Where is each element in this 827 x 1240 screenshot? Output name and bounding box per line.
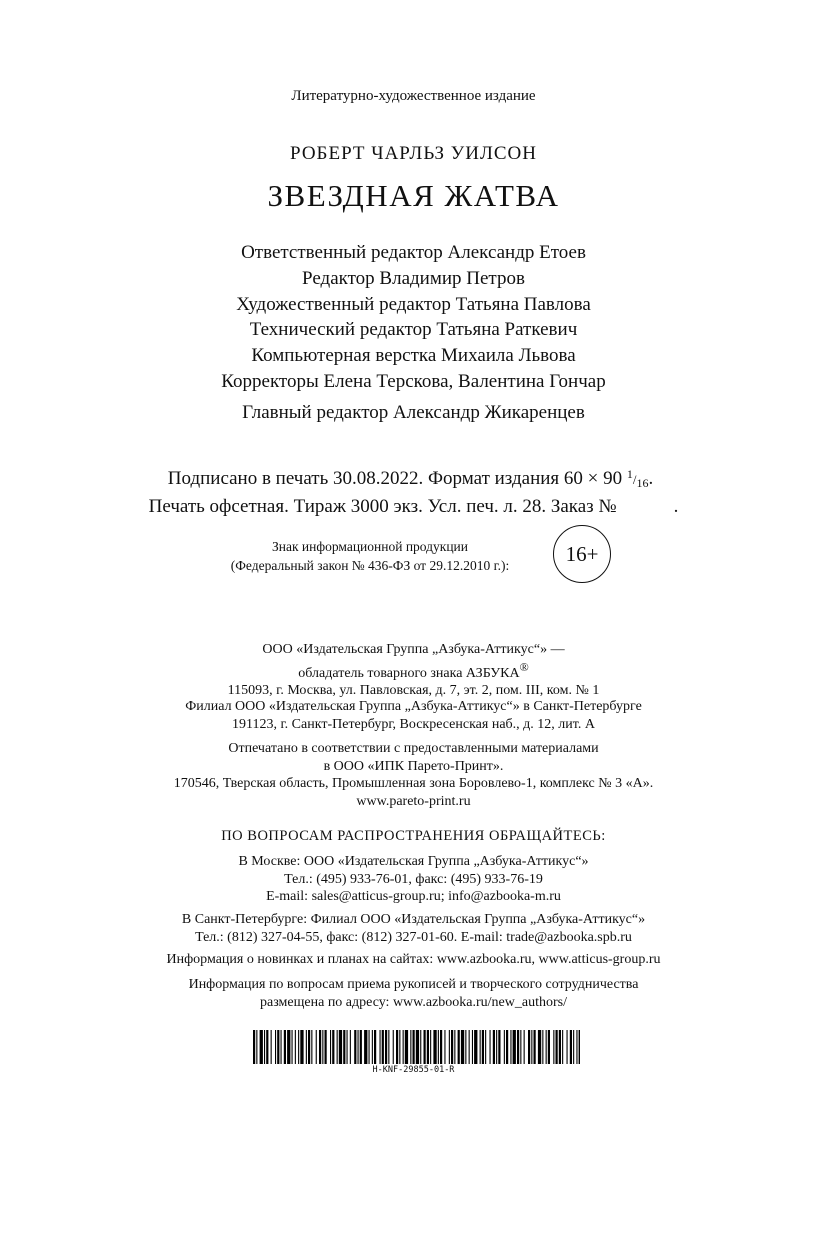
barcode-bar: [567, 1030, 568, 1064]
barcode-bar: [292, 1030, 293, 1064]
barcode-bar: [410, 1030, 411, 1064]
barcode-label: H-KNF-29855-01-R: [372, 1065, 455, 1075]
barcode-bar: [576, 1030, 577, 1064]
barcode-bar: [271, 1030, 272, 1064]
barcode-bar: [469, 1030, 470, 1064]
barcode-bar: [440, 1030, 442, 1064]
distribution-heading: ПО ВОПРОСАМ РАСПРОСТРАНЕНИЯ ОБРАЩАЙТЕСЬ:: [221, 828, 606, 844]
barcode-bar: [369, 1030, 370, 1064]
barcode-bar: [430, 1030, 431, 1064]
age-mark-line2: (Федеральный закон № 436-ФЗ от 29.12.2010 г.):: [230, 558, 510, 573]
barcode-bar: [388, 1030, 389, 1064]
barcode-bar: [347, 1030, 348, 1064]
printer-address: 170546, Тверская область, Промышленная зона Боровлево-1, комплекс № 3 «А».: [173, 776, 654, 792]
barcode-bar: [449, 1030, 450, 1064]
barcode-bar: [330, 1030, 331, 1064]
moscow-emails: E-mail: sales@atticus-group.ru; info@azbooka-m.ru: [266, 889, 561, 905]
barcode-bar: [277, 1030, 279, 1064]
barcode-bar: [506, 1030, 508, 1064]
barcode-bar: [266, 1030, 268, 1064]
barcode-bar: [504, 1030, 505, 1064]
barcode-bar: [343, 1030, 345, 1064]
barcode-bar: [256, 1030, 257, 1064]
moscow-line1: В Москве: ООО «Издательская Группа „Азбука-Аттикус“»: [238, 854, 589, 869]
manuscripts-info: [0, 976, 827, 1011]
barcode-bar: [300, 1030, 303, 1064]
barcode-bar: [319, 1030, 321, 1064]
registered-mark: ®: [519, 659, 529, 674]
credit-line: Художественный редактор Татьяна Павлова: [236, 293, 591, 315]
printer-website: www.pareto-print.ru: [356, 793, 471, 809]
barcode-bar: [553, 1030, 554, 1064]
barcode-image: [253, 1030, 580, 1064]
printer-line2: в ООО «ИПК Парето-Принт».: [323, 758, 504, 774]
barcode-bar: [399, 1030, 400, 1064]
barcode-bar: [350, 1030, 351, 1064]
barcode-bar: [562, 1030, 563, 1064]
barcode-bar: [454, 1030, 455, 1064]
print-line1-end: .: [648, 468, 654, 489]
edition-type: Литературно-художественное издание: [291, 88, 536, 104]
barcode-bar: [364, 1030, 367, 1064]
barcode-bar: [465, 1030, 466, 1064]
barcode-bar: [496, 1030, 497, 1064]
barcode-bar: [374, 1030, 376, 1064]
barcode-bar: [396, 1030, 398, 1064]
barcode-bar: [420, 1030, 421, 1064]
barcode-bar: [517, 1030, 519, 1064]
print-info-line1: [0, 462, 824, 495]
barcode-bar: [322, 1030, 323, 1064]
barcode-bar: [548, 1030, 550, 1064]
age-mark-text: [200, 537, 540, 575]
credit-line: Корректоры Елена Терскова, Валентина Гончар: [221, 370, 606, 392]
barcode-bar: [480, 1030, 481, 1064]
publisher-line2: [0, 659, 827, 683]
barcode-bar: [438, 1030, 439, 1064]
printer-line1: Отпечатано в соответствии с предоставленными материалами: [228, 741, 599, 756]
barcode-bar: [490, 1030, 491, 1064]
barcode-bar: [542, 1030, 543, 1064]
barcode-bar: [253, 1030, 255, 1064]
credit-line: Компьютерная верстка Михаила Львова: [251, 345, 576, 367]
moscow-contacts: [0, 853, 827, 906]
barcode-bar: [275, 1030, 276, 1064]
barcode-bar: [306, 1030, 307, 1064]
barcode-bar: [498, 1030, 500, 1064]
filial-address: 191123, г. Санкт-Петербург, Воскресенская наб., д. 12, лит. А: [232, 716, 595, 732]
credit-line: Технический редактор Татьяна Раткевич: [249, 319, 578, 341]
barcode-bar: [339, 1030, 342, 1064]
barcode-bar: [405, 1030, 408, 1064]
print-format-text: Подписано в печать 30.08.2022. Формат издания 60 × 90: [167, 468, 623, 489]
barcode-bar: [337, 1030, 338, 1064]
print-info-line2: Печать офсетная. Тираж 3000 экз. Усл. печ. л. 28. Заказ № .: [148, 496, 679, 517]
barcode-bar: [573, 1030, 574, 1064]
barcode-bar: [510, 1030, 511, 1064]
barcode-bar: [287, 1030, 290, 1064]
barcode-bar: [461, 1030, 464, 1064]
barcode-bar: [332, 1030, 334, 1064]
barcode-bar: [444, 1030, 445, 1064]
barcode-bar: [325, 1030, 327, 1064]
barcode-bar: [538, 1030, 541, 1064]
printer-block: [0, 740, 827, 810]
publisher-line1: ООО «Издательская Группа „Азбука-Аттикус“» —: [262, 642, 565, 657]
trademark-text: обладатель товарного знака АЗБУКА: [298, 665, 520, 681]
spb-phones: Тел.: (812) 327-04-55, факс: (812) 327-01-60. E-mail: trade@azbooka.spb.ru: [195, 929, 632, 945]
spb-contacts: [0, 911, 827, 946]
barcode-bar: [403, 1030, 404, 1064]
barcode-bar: [474, 1030, 477, 1064]
filial-block: [0, 698, 827, 733]
barcode-bar: [520, 1030, 521, 1064]
barcode-bar: [360, 1030, 362, 1064]
filial-line1: Филиал ООО «Издательская Группа „Азбука-Аттикус“» в Санкт-Петербурге: [185, 699, 642, 714]
barcode-bar: [531, 1030, 532, 1064]
barcode-bar: [472, 1030, 473, 1064]
barcode-bar: [372, 1030, 373, 1064]
chief-editor: Главный редактор Александр Жикаренцев: [242, 402, 585, 423]
fraction-numerator: 1: [626, 467, 633, 481]
barcode-bar: [260, 1030, 263, 1064]
barcode-bar: [427, 1030, 429, 1064]
barcode-bar: [556, 1030, 558, 1064]
barcode-bar: [393, 1030, 394, 1064]
age-mark-line1: Знак информационной продукции: [271, 539, 469, 554]
barcode-bar: [298, 1030, 299, 1064]
barcode-bar: [570, 1030, 572, 1064]
barcode-bar: [380, 1030, 381, 1064]
barcode-bar: [358, 1030, 359, 1064]
publisher-address: 115093, г. Москва, ул. Павловская, д. 7, эт. 2, пом. III, ком. № 1: [227, 683, 600, 699]
age-rating-badge: 16+: [553, 525, 611, 583]
spb-line1: В Санкт-Петербурге: Филиал ООО «Издательская Группа „Азбука-Аттикус“»: [181, 912, 646, 927]
barcode-bar: [413, 1030, 415, 1064]
barcode-bar: [284, 1030, 286, 1064]
barcode-bar: [354, 1030, 356, 1064]
credits-list: [0, 240, 827, 395]
book-title: ЗВЕЗДНАЯ ЖАТВА: [267, 178, 560, 213]
barcode-bar: [281, 1030, 282, 1064]
barcode-bar: [416, 1030, 419, 1064]
barcode-bar: [458, 1030, 460, 1064]
barcode-bar: [433, 1030, 436, 1064]
barcode-bar: [316, 1030, 317, 1064]
barcode-bar: [559, 1030, 561, 1064]
barcode-bar: [482, 1030, 484, 1064]
credit-line: Редактор Владимир Петров: [302, 267, 525, 289]
barcode-bar: [524, 1030, 525, 1064]
moscow-phones: Тел.: (495) 933-76-01, факс: (495) 933-76-19: [284, 871, 543, 887]
publisher-block: [0, 641, 827, 700]
manuscripts-line1: Информация по вопросам приема рукописей и творческого сотрудничества: [188, 977, 639, 992]
barcode-bar: [528, 1030, 530, 1064]
author-name: РОБЕРТ ЧАРЛЬЗ УИЛСОН: [290, 143, 537, 164]
barcode-bar: [264, 1030, 265, 1064]
barcode-bar: [385, 1030, 387, 1064]
format-fraction: 1/16: [626, 467, 649, 490]
barcode-bar: [579, 1030, 580, 1064]
barcode-bar: [382, 1030, 384, 1064]
barcode-bar: [311, 1030, 312, 1064]
news-info: Информация о новинках и планах на сайтах: www.azbooka.ru, www.atticus-group.ru: [166, 952, 661, 967]
barcode-bar: [485, 1030, 486, 1064]
manuscripts-line2: размещена по адресу: www.azbooka.ru/new_authors/: [260, 994, 567, 1010]
fraction-denominator: 16: [636, 476, 649, 490]
print-info: [0, 462, 827, 519]
barcode-bar: [424, 1030, 426, 1064]
barcode-bar: [513, 1030, 516, 1064]
barcode-bar: [295, 1030, 296, 1064]
barcode-bar: [493, 1030, 495, 1064]
barcode-bar: [534, 1030, 536, 1064]
barcode-bar: [546, 1030, 547, 1064]
credit-line: Ответственный редактор Александр Етоев: [241, 242, 586, 263]
barcode-bar: [308, 1030, 310, 1064]
barcode-bar: [451, 1030, 453, 1064]
